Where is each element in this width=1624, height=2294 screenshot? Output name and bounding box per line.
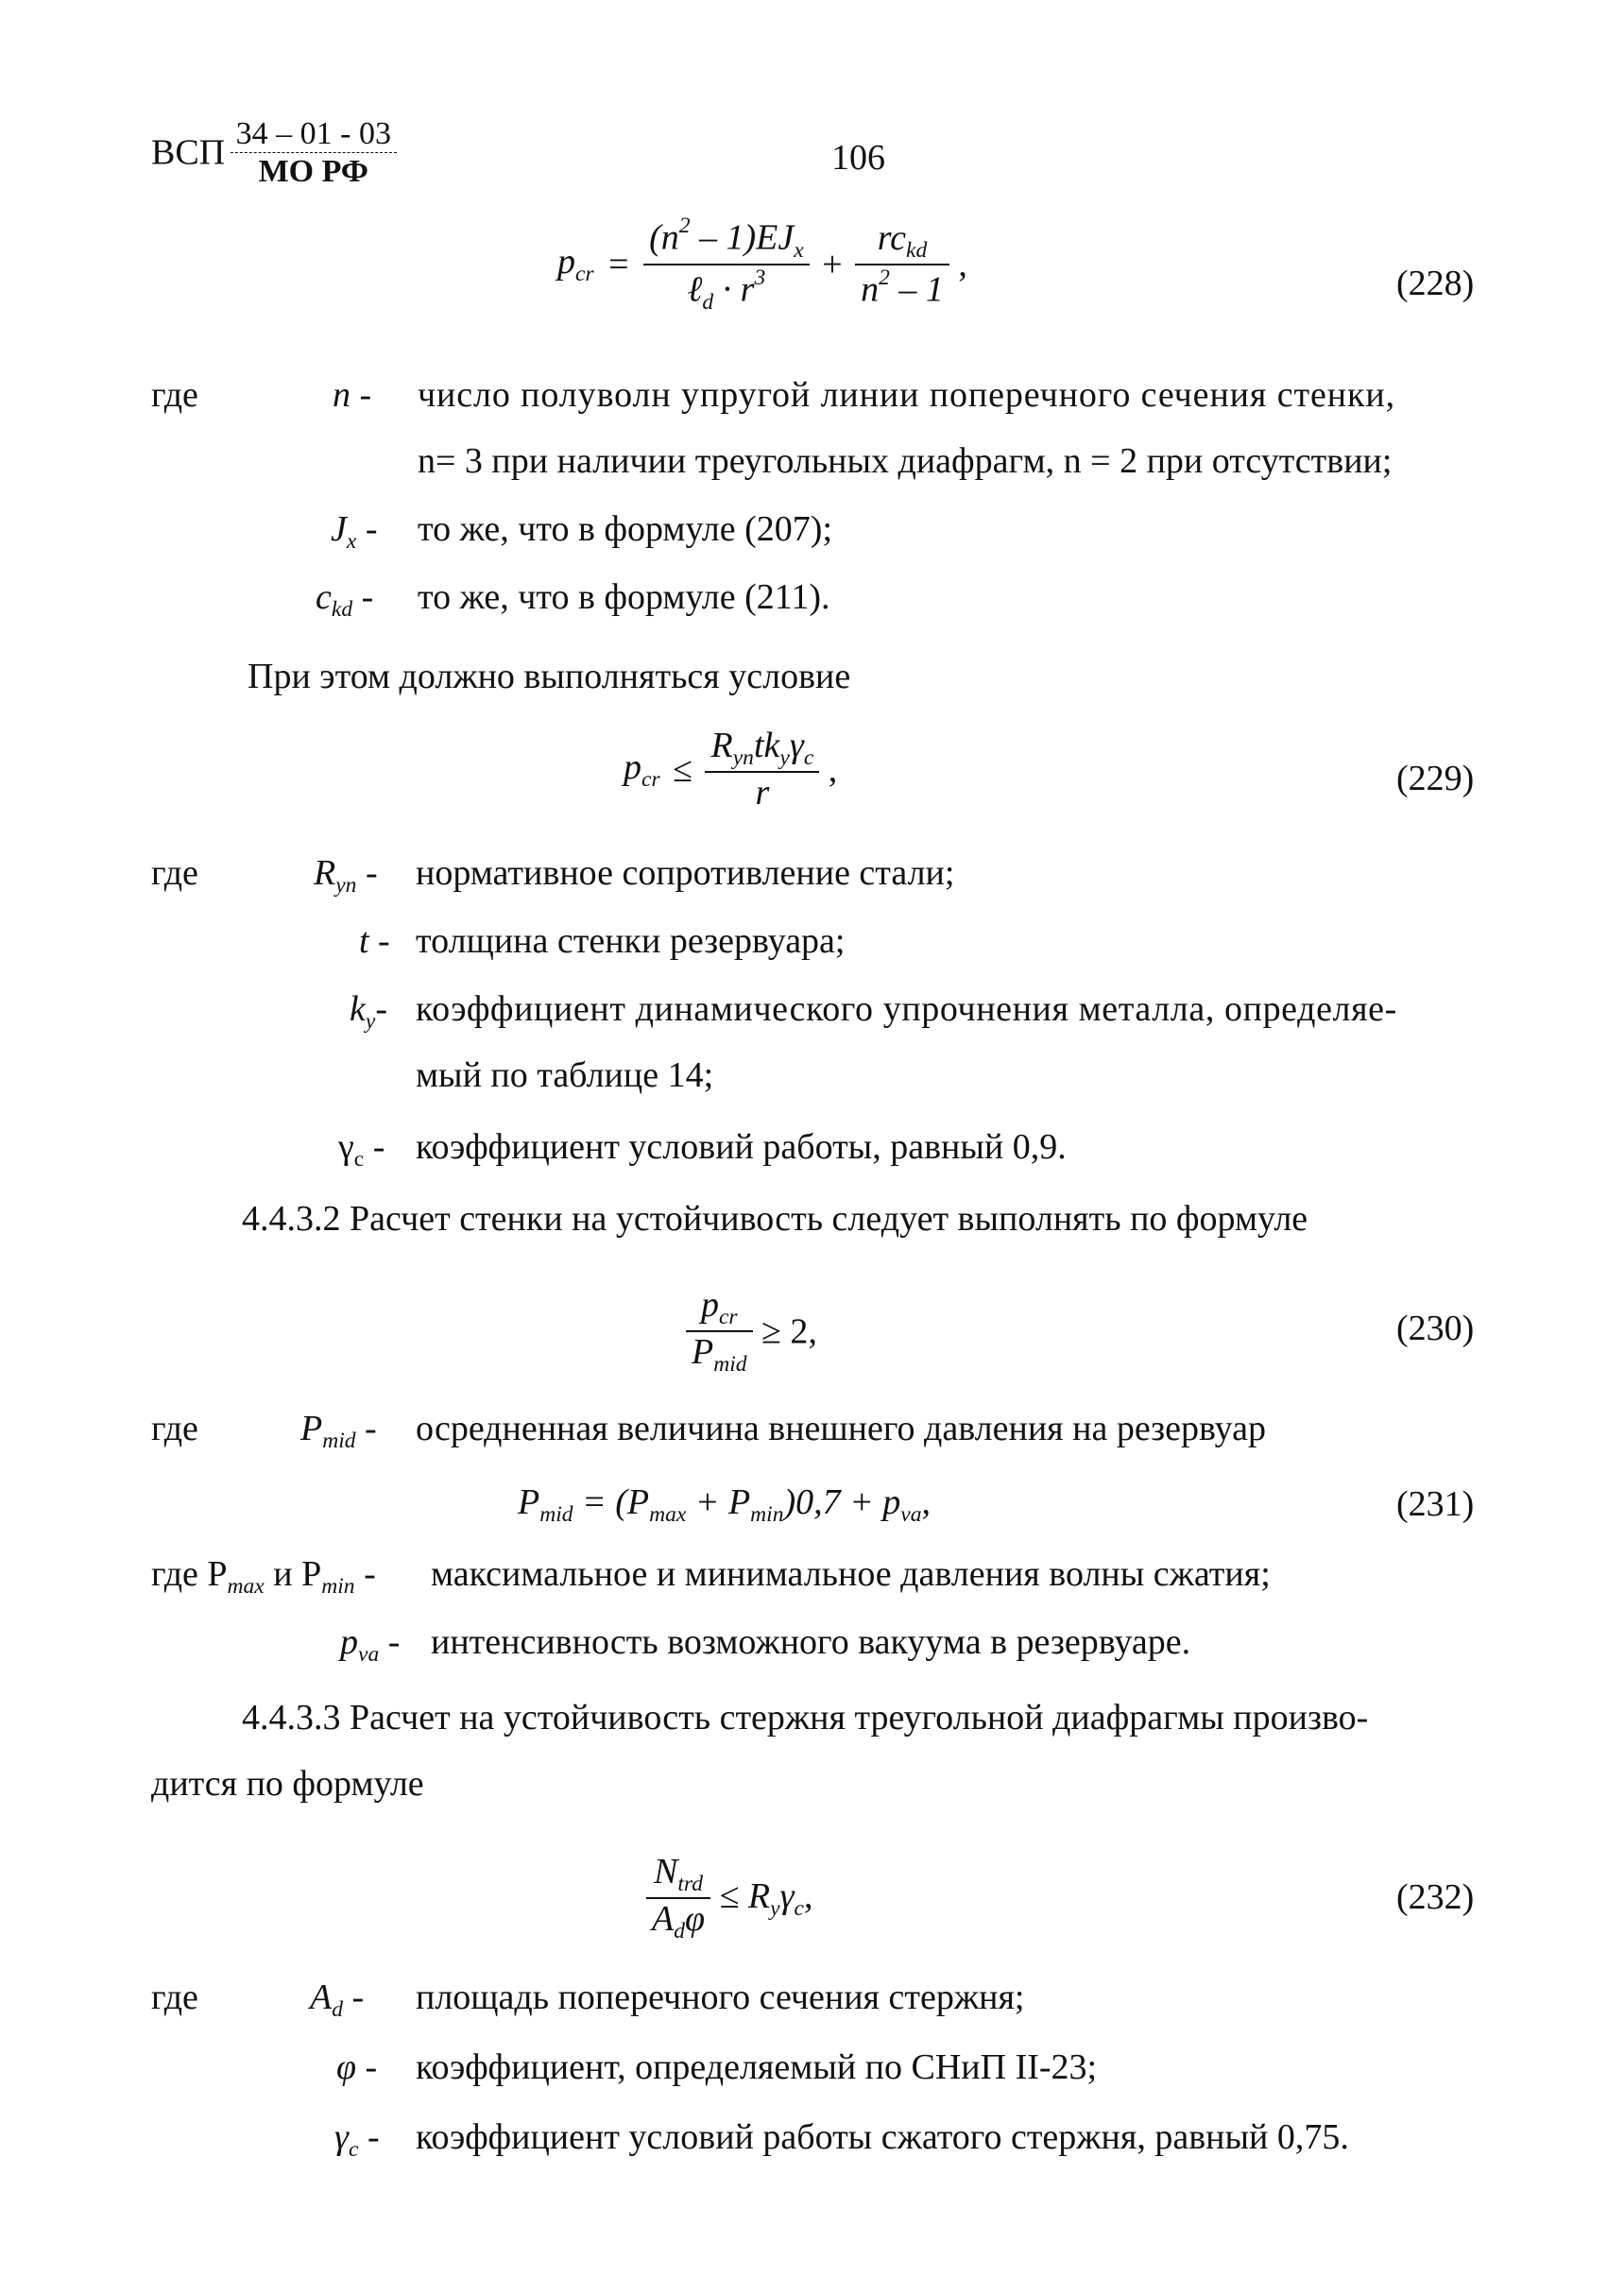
condition-text: При этом должно выполняться условие — [248, 657, 851, 696]
equation-number-228: (228) — [1396, 264, 1475, 303]
eq228-tail: , — [958, 244, 967, 284]
code-fraction — [231, 115, 397, 190]
text-n-line2: n= 3 при наличии треугольных диафрагм, n = 2 при отсутствии; — [418, 441, 1393, 481]
eq229-fraction — [705, 726, 819, 814]
eq228-f2-numerator: $rc_{kd}$ — [855, 218, 949, 265]
symbol-pmid: $P_{mid}$ - — [300, 1409, 377, 1454]
text-gamma-c: коэффициент условий работы, равный 0,9. — [416, 1127, 1067, 1167]
symbol-ad: $A_d$ - — [310, 1977, 365, 2023]
code-prefix: ВСП — [151, 132, 226, 173]
eq232-rest: ≤ $R_y\gamma_c$, — [719, 1875, 813, 1921]
text-ryn: нормативное сопротивление стали; — [416, 853, 955, 893]
text-pmid: осредненная величина внешнего давления на резервуар — [416, 1409, 1267, 1448]
symbol-gamma-c-2: $\gamma_c$ - — [334, 2117, 380, 2163]
where-label: где — [151, 375, 198, 415]
eq229-lhs: $p_{cr}$ — [624, 747, 660, 793]
eq230-denominator: $P_{mid}$ — [692, 1332, 747, 1378]
where-label-2: где — [151, 853, 198, 893]
symbol-n: n - — [333, 375, 372, 415]
eq232-denominator: $A_d\varphi$ — [652, 1899, 706, 1944]
page-number: 106 — [831, 138, 885, 178]
eq228-lhs: $p_{cr}$ — [557, 242, 594, 287]
text-pmax-pmin: максимальное и минимальное давления волны сжатия; — [431, 1554, 1271, 1594]
where-pmax-pmin: где $P_{max}$ и $P_{min}$ - — [151, 1554, 376, 1600]
text-n-line1: число полуволн упругой линии поперечного сечения стенки, — [418, 375, 1395, 415]
equation-228 — [557, 214, 967, 316]
paragraph-4432: 4.4.3.2 Расчет стенки на устойчивость следует выполнять по формуле — [242, 1199, 1308, 1239]
text-ky-line2: мый по таблице 14; — [416, 1055, 714, 1095]
equation-231: $P_{mid} = (P_{max} + P_{min})0,7 + p_{va}$, — [518, 1482, 932, 1528]
eq232-fraction — [646, 1852, 710, 1945]
symbol-ky: $k_y-$ — [350, 989, 387, 1035]
equation-232 — [646, 1852, 813, 1945]
eq229-rel: ≤ — [673, 750, 692, 791]
eq229-numerator: $R_{yn}tk_y\gamma_c$ — [705, 726, 819, 773]
eq229-denominator: r — [755, 773, 770, 813]
paragraph-4433-line2: дится по формуле — [151, 1764, 424, 1804]
eq230-numerator: $p_{cr}$ — [686, 1285, 753, 1332]
eq228-f2-denominator: $n^2 - 1$ — [861, 265, 944, 310]
symbol-ckd: $c_{kd}$ - — [316, 577, 374, 623]
equation-number-231: (231) — [1396, 1484, 1475, 1524]
text-phi: коэффициент, определяемый по СНиП II-23; — [416, 2047, 1098, 2087]
equation-230 — [686, 1285, 817, 1378]
eq228-equals: = — [608, 244, 629, 284]
equation-number-230: (230) — [1396, 1309, 1475, 1348]
where-label-5: где — [151, 1977, 198, 2017]
symbol-jx: $J_x$ - — [331, 509, 378, 555]
text-ad: площадь поперечного сечения стержня; — [416, 1977, 1025, 2017]
text-pva: интенсивность возможного вакуума в резервуаре. — [431, 1622, 1191, 1662]
symbol-pva: $p_{va}$ - — [340, 1622, 401, 1668]
text-ky-line1: коэффициент динамического упрочнения металла, определяе- — [416, 989, 1397, 1029]
eq228-f1-denominator: ℓ$_d$ · $r^3$ — [687, 265, 766, 315]
eq228-plus: + — [822, 244, 843, 284]
symbol-phi: φ - — [336, 2047, 378, 2087]
paragraph-4433-line1: 4.4.3.3 Расчет на устойчивость стержня треугольной диафрагмы произво- — [242, 1698, 1369, 1738]
eq228-fraction-1 — [643, 214, 810, 316]
where-label-3: где — [151, 1409, 198, 1448]
symbol-ryn: $R_{yn}$ - — [314, 853, 378, 899]
text-ckd: то же, что в формуле (211). — [418, 577, 830, 617]
symbol-gamma-c: $\gamma_c$ - — [338, 1127, 385, 1173]
eq228-f1-numerator: $(n^2 - 1)EJ_x$ — [643, 214, 810, 265]
code-top: 34 – 01 - 03 — [231, 115, 397, 153]
equation-number-229: (229) — [1396, 759, 1475, 798]
equation-number-232: (232) — [1396, 1877, 1475, 1917]
equation-229 — [624, 726, 837, 814]
text-gamma-c-2: коэффициент условий работы сжатого стержня, равный 0,75. — [416, 2117, 1349, 2157]
eq230-fraction — [686, 1285, 753, 1378]
eq228-fraction-2 — [855, 218, 949, 312]
document-code — [151, 115, 397, 190]
eq229-tail: , — [828, 750, 838, 791]
text-t: толщина стенки резервуара; — [416, 921, 846, 961]
eq230-rest: ≥ 2, — [761, 1311, 817, 1352]
eq232-numerator: $N_{trd}$ — [646, 1852, 710, 1899]
symbol-t: t - — [359, 921, 390, 961]
code-bottom: МО РФ — [258, 154, 369, 190]
text-jx: то же, что в формуле (207); — [418, 509, 833, 549]
